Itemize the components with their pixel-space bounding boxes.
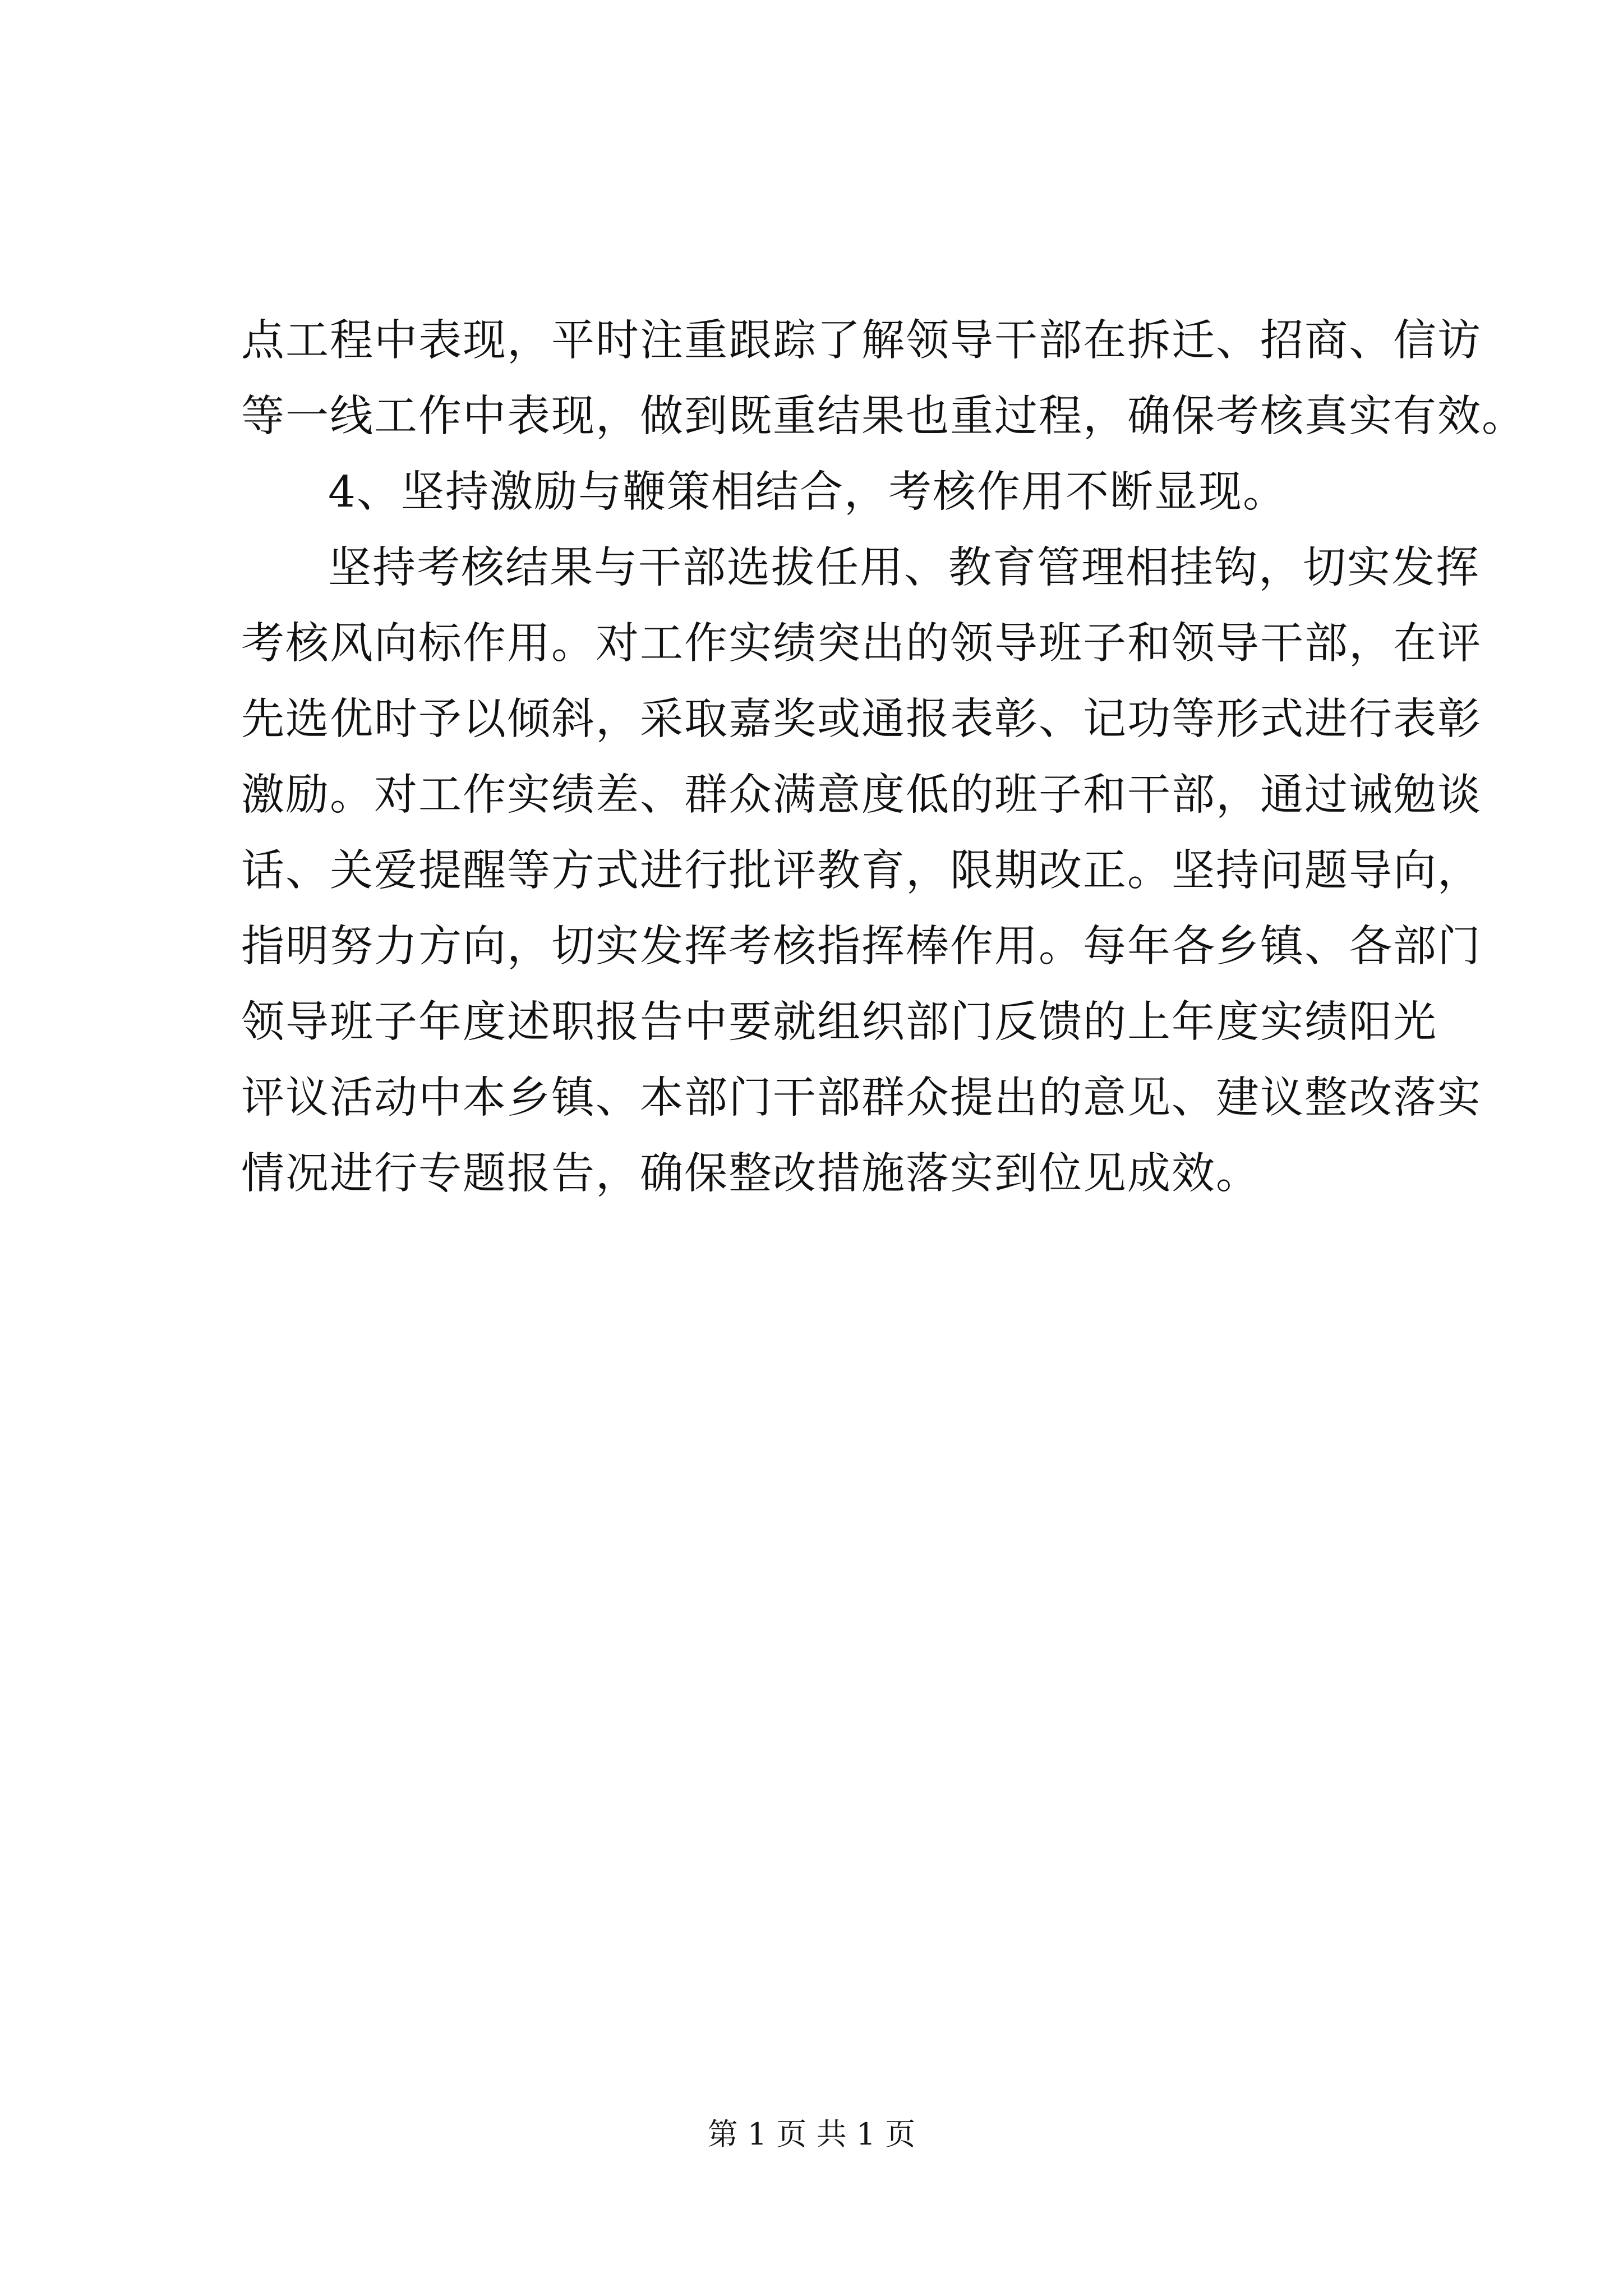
text-line: 等一线工作中表现，做到既重结果也重过程，确保考核真实有效。 xyxy=(241,392,1526,441)
text-line: 先选优时予以倾斜，采取嘉奖或通报表彰、记功等形式进行表彰 xyxy=(241,694,1482,744)
text-line: 坚持考核结果与干部选拔任用、教育管理相挂钩，切实发挥 xyxy=(328,543,1480,593)
text-line: 评议活动中本乡镇、本部门干部群众提出的意见、建议整改落实 xyxy=(241,1073,1482,1123)
text-line: 领导班子年度述职报告中要就组织部门反馈的上年度实绩阳光 xyxy=(241,997,1437,1047)
text-line: 点工程中表现，平时注重跟踪了解领导干部在拆迁、招商、信访 xyxy=(241,316,1482,366)
text-line: 情况进行专题报告，确保整改措施落实到位见成效。 xyxy=(241,1149,1260,1199)
document-body xyxy=(241,303,1526,1212)
section-heading: 4、坚持激励与鞭策相结合，考核作用不断显现。 xyxy=(328,467,1287,517)
text-line: 指明努力方向，切实发挥考核指挥棒作用。每年各乡镇、各部门 xyxy=(241,922,1482,972)
text-line: 考核风向标作用。对工作实绩突出的领导班子和领导干部，在评 xyxy=(241,619,1482,669)
text-line: 激励。对工作实绩差、群众满意度低的班子和干部，通过诫勉谈 xyxy=(241,770,1482,820)
page-footer: 第 1 页 共 1 页 xyxy=(707,2116,916,2152)
text-line: 话、关爱提醒等方式进行批评教育，限期改正。坚持问题导向， xyxy=(241,846,1482,896)
